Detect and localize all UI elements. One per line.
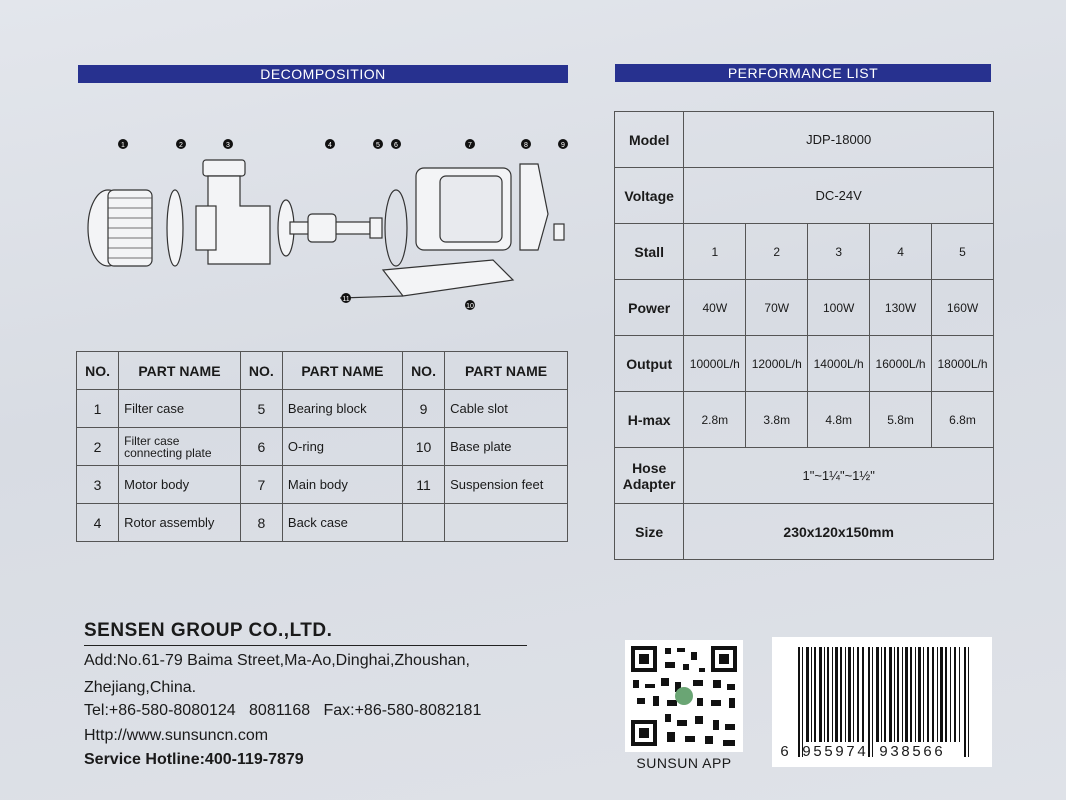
cell: 7 xyxy=(240,466,282,504)
callout-number: 3 xyxy=(226,142,230,149)
company-name: SENSEN GROUP CO.,LTD. xyxy=(84,620,333,641)
rotor-assembly-drawing xyxy=(278,200,370,256)
cell: 6 xyxy=(240,428,282,466)
size-value: 230x120x150mm xyxy=(684,504,994,560)
cell: 100W xyxy=(808,280,870,336)
cell: 4 xyxy=(870,224,932,280)
cell: 12000L/h xyxy=(746,336,808,392)
callout-number: 9 xyxy=(561,142,565,149)
cell: 130W xyxy=(870,280,932,336)
cell: Filter case xyxy=(119,390,241,428)
cell: Cable slot xyxy=(445,390,568,428)
back-case-drawing xyxy=(520,164,548,250)
parts-header-row xyxy=(77,352,568,390)
cell: Base plate xyxy=(445,428,568,466)
cell xyxy=(445,504,568,542)
voltage-row xyxy=(615,168,994,224)
table-row xyxy=(77,504,568,542)
cell: 3.8m xyxy=(746,392,808,448)
callout-number: 10 xyxy=(466,303,474,310)
main-body-drawing xyxy=(416,168,511,250)
col-header: PART NAME xyxy=(282,352,402,390)
col-header: NO. xyxy=(402,352,444,390)
cell: 5 xyxy=(932,224,994,280)
app-logo-icon xyxy=(675,687,693,705)
model-label: Model xyxy=(615,112,684,168)
qr-code-image xyxy=(625,640,743,752)
callout-number: 5 xyxy=(376,142,380,149)
col-header: PART NAME xyxy=(445,352,568,390)
connecting-plate-drawing xyxy=(167,190,183,266)
hmax-label: H-max xyxy=(615,392,684,448)
cell: 4.8m xyxy=(808,392,870,448)
cell: 2.8m xyxy=(684,392,746,448)
hose-label: Hose Adapter xyxy=(615,448,684,504)
col-header: NO. xyxy=(77,352,119,390)
stall-label: Stall xyxy=(615,224,684,280)
base-plate-drawing xyxy=(383,260,513,296)
callout-number: 1 xyxy=(121,142,125,149)
cell: Main body xyxy=(282,466,402,504)
cell: 3 xyxy=(808,224,870,280)
col-header: NO. xyxy=(240,352,282,390)
cell xyxy=(402,504,444,542)
barcode-number: 6 955974 938566 xyxy=(780,744,946,761)
performance-header: PERFORMANCE LIST xyxy=(615,64,991,82)
o-ring-drawing xyxy=(385,190,407,266)
address-line-2: Zhejiang,China. xyxy=(84,679,197,696)
cell: 4 xyxy=(77,504,119,542)
website: Http://www.sunsuncn.com xyxy=(84,727,269,744)
output-row xyxy=(615,336,994,392)
cell: 1 xyxy=(77,390,119,428)
cell: 2 xyxy=(77,428,119,466)
cell: 1 xyxy=(684,224,746,280)
size-label: Size xyxy=(615,504,684,560)
cell: Motor body xyxy=(119,466,241,504)
cell: 16000L/h xyxy=(870,336,932,392)
cell: Bearing block xyxy=(282,390,402,428)
cell: Rotor assembly xyxy=(119,504,241,542)
output-label: Output xyxy=(615,336,684,392)
filter-case-drawing xyxy=(88,190,152,266)
motor-body-drawing xyxy=(196,160,270,264)
model-value: JDP-18000 xyxy=(684,112,994,168)
cable-slot-drawing xyxy=(554,224,564,240)
exploded-pump-diagram xyxy=(78,128,568,328)
callout-number: 6 xyxy=(394,142,398,149)
cell: 11 xyxy=(402,466,444,504)
cell: 5.8m xyxy=(870,392,932,448)
cell: 160W xyxy=(932,280,994,336)
cell: 6.8m xyxy=(932,392,994,448)
cell: 8 xyxy=(240,504,282,542)
cell: Back case xyxy=(282,504,402,542)
hmax-row xyxy=(615,392,994,448)
performance-table xyxy=(614,111,994,560)
table-row xyxy=(77,390,568,428)
stall-row xyxy=(615,224,994,280)
cell: 10 xyxy=(402,428,444,466)
bearing-block-drawing xyxy=(370,218,382,238)
callout-number: 7 xyxy=(468,142,472,149)
cell: Suspension feet xyxy=(445,466,568,504)
cell: 3 xyxy=(77,466,119,504)
hose-value: 1"~1¼"~1½" xyxy=(684,448,994,504)
table-row xyxy=(77,428,568,466)
hose-row xyxy=(615,448,994,504)
cell: 2 xyxy=(746,224,808,280)
size-row xyxy=(615,504,994,560)
cell: 18000L/h xyxy=(932,336,994,392)
service-hotline: Service Hotline:400-119-7879 xyxy=(84,751,304,768)
model-row xyxy=(615,112,994,168)
cell: 10000L/h xyxy=(684,336,746,392)
app-label: SUNSUN APP xyxy=(636,755,732,771)
cell: 40W xyxy=(684,280,746,336)
col-header: PART NAME xyxy=(119,352,241,390)
cell: 14000L/h xyxy=(808,336,870,392)
table-row xyxy=(77,466,568,504)
power-label: Power xyxy=(615,280,684,336)
parts-table xyxy=(76,351,568,542)
cell: 9 xyxy=(402,390,444,428)
cell: 5 xyxy=(240,390,282,428)
callout-number: 8 xyxy=(524,142,528,149)
divider xyxy=(84,645,527,646)
cell: Filter case connecting plate xyxy=(119,428,241,466)
voltage-label: Voltage xyxy=(615,168,684,224)
tel-fax: Tel:+86-580-8080124 8081168 Fax:+86-580-8082181 xyxy=(84,702,482,719)
callout-number: 4 xyxy=(328,142,332,149)
address-line-1: Add:No.61-79 Baima Street,Ma-Ao,Dinghai,Zhoushan, xyxy=(84,652,470,669)
voltage-value: DC-24V xyxy=(684,168,994,224)
callout-number: 11 xyxy=(342,296,350,303)
cell: 70W xyxy=(746,280,808,336)
callout-number: 2 xyxy=(179,142,183,149)
power-row xyxy=(615,280,994,336)
decomposition-header: DECOMPOSITION xyxy=(78,65,568,83)
cell: O-ring xyxy=(282,428,402,466)
